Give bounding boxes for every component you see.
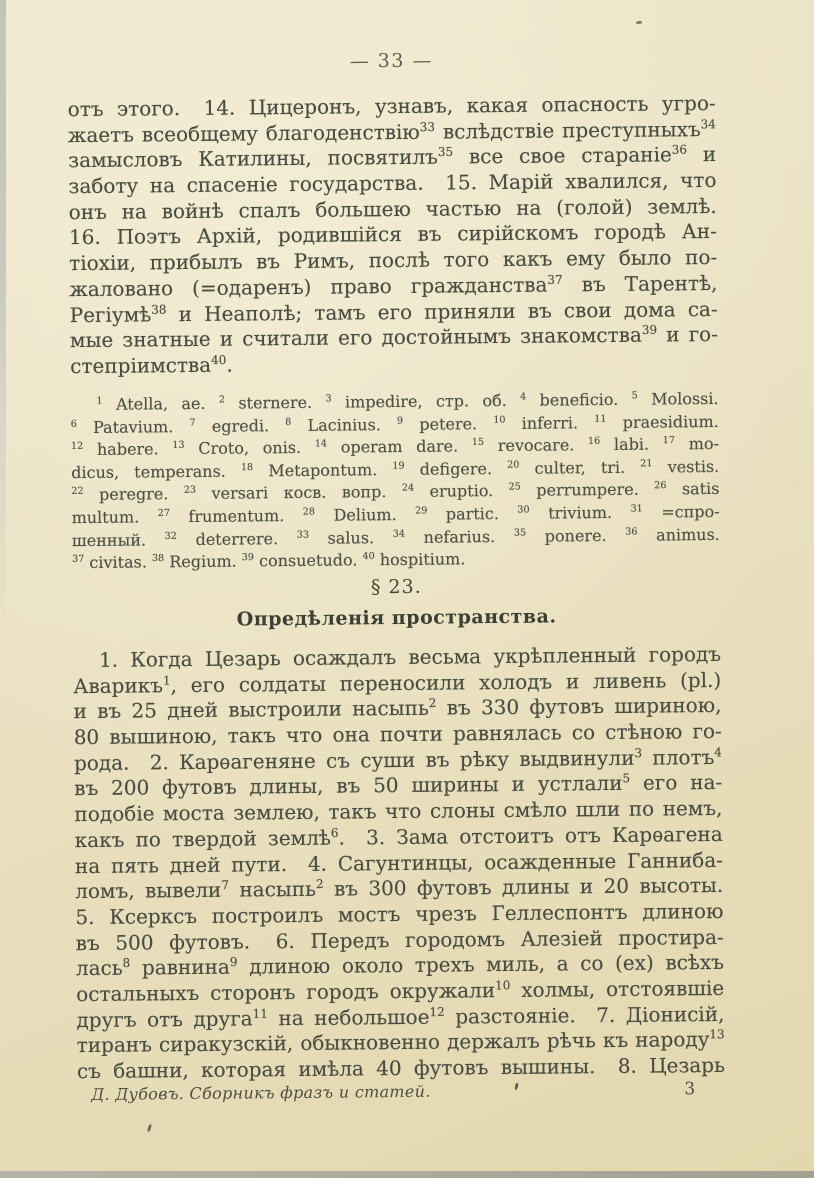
footnote-reference: 8 [285, 416, 292, 428]
footnote-reference: 22 [71, 486, 84, 498]
footnote-reference: 31 [630, 503, 643, 515]
text-line: другъ отъ друга$^{11}$ на небольшое$^{12}$ разстояніе. 7. Діонисій, [76, 1001, 725, 1032]
footnote-reference: 28 [302, 506, 316, 518]
footnote-reference: 40 [211, 352, 227, 368]
text-line: и въ 25 дней выстроили насыпь$^2$ въ 330 футовъ шириною, [73, 693, 722, 724]
text-line: жаловано (=одаренъ) право гражданства$^{37}$ въ Тарентѣ, [69, 270, 718, 301]
section-title: Опредѣленія пространства. [236, 605, 557, 631]
footnote-reference: 27 [157, 507, 170, 519]
text-line: тиранъ сиракузскій, обыкновенно держалъ рѣчь къ народу$^{13}$ [76, 1027, 725, 1058]
footnote-reference: 39 [641, 323, 658, 338]
footnote-reference: 5 [631, 390, 638, 402]
footnote-reference: 25 [508, 481, 521, 493]
footnote-reference: 26 [654, 480, 667, 492]
footnote-reference: 19 [392, 460, 405, 472]
text-line: лась$^8$ равнина$^9$ длиною около трехъ миль, а со (ex) всѣхъ [75, 950, 725, 981]
footnote-reference: 2 [218, 394, 226, 406]
page-content [67, 0, 726, 1178]
text-line: съ башни, которая имѣла 40 футовъ вышины. 8. Цезарь [76, 1052, 726, 1084]
footnote-reference: 1 [96, 395, 103, 407]
footnote-reference: 36 [671, 142, 688, 158]
text-line: 16. Поэтъ Архій, родившійся въ сирійскомъ городѣ Ан- [68, 219, 718, 250]
footnote-reference: 10 [493, 414, 506, 426]
footnote-reference: 21 [640, 458, 653, 470]
text-line: $^{37}$ civitas. $^{38}$ Regium. $^{39}$ consuetudo. $^{40}$ hospitium. [71, 549, 466, 573]
text-line: ломъ, вывели$^7$ насыпь$^2$ въ 300 футовъ длины и 20 высоты. [75, 873, 724, 904]
footnote-reference: 12 [70, 440, 84, 453]
footnote-reference: 13 [172, 439, 185, 452]
page-number-header: — 33 — [349, 49, 434, 73]
footnote-reference: 4 [714, 745, 722, 760]
text-line: онъ на войнѣ спалъ большею частью на (голой) землѣ. [68, 193, 717, 224]
footnote-reference: 30 [517, 504, 530, 516]
footnote-reference: 34 [392, 528, 405, 540]
text-line: $^{22}$ peregre. $^{23}$ versari косв. вопр. $^{24}$ eruptio. $^{25}$ perrumpere. $^{26}$ satis [71, 479, 720, 505]
text-line: замысловъ Катилины, посвятилъ$^{35}$ все свое стараніе$^{36}$ и [68, 142, 717, 173]
text-line: въ 500 футовъ. 6. Передъ городомъ Алезіей простира- [75, 924, 724, 955]
footnote-reference: 12 [429, 1004, 445, 1019]
text-line: 1. Когда Цезарь осаждалъ весьма укрѣпленный городъ [98, 641, 722, 672]
signature-number: 3 [684, 1079, 696, 1100]
footnote-reference: 38 [151, 553, 165, 565]
footnote-reference: 1 [162, 673, 171, 688]
text-line: dicus, temperans. $^{18}$ Metapontum. $^{19}$ defigere. $^{20}$ culter, tri. $^{21}$ vestis. [71, 456, 720, 482]
footer-book-title: Д. Дубовъ. Сборникъ фразъ и статей. [91, 1081, 431, 1104]
text-line: степріимства$^{40}$. [70, 352, 233, 379]
footnote-reference: 6 [70, 418, 77, 430]
footnote-reference: 20 [507, 459, 520, 471]
text-line: отъ этого. 14. Цицеронъ, узнавъ, какая опасность угро- [67, 90, 716, 122]
footnote-reference: 15 [471, 437, 485, 449]
footnotes-block [70, 388, 720, 575]
text-line: 80 вышиною, такъ что она почти равнялась со стѣною го- [73, 718, 722, 750]
footnote-reference: 38 [151, 302, 167, 317]
footnote-reference: 18 [240, 461, 254, 473]
footnote-reference: 35 [513, 527, 527, 539]
text-line: подобіе моста землею, такъ что слоны смѣло шли по немъ, [74, 796, 723, 827]
footnote-reference: 9 [229, 955, 238, 970]
footnote-reference: 24 [401, 482, 415, 495]
footnote-reference: 29 [415, 505, 428, 517]
footnote-reference: 6 [330, 825, 339, 840]
footnote-reference: 7 [221, 878, 229, 893]
section-number: § 23. [370, 575, 422, 599]
intro-paragraph [68, 91, 719, 380]
text-line: Регіумѣ$^{38}$ и Неаполѣ; тамъ его приняли въ свои дома са- [69, 296, 718, 327]
footnote-reference: 35 [437, 145, 454, 160]
text-line: шенный. $^{32}$ deterrere. $^{33}$ salus. $^{34}$ nefarius. $^{35}$ ponere. $^{36}$ animus. [71, 524, 720, 550]
text-line: какъ по твердой землѣ$^6$. 3. Зама отстоитъ отъ Карѳагена [74, 821, 723, 852]
footnote-reference: 2 [428, 696, 437, 711]
footnote-reference: 14 [314, 438, 328, 450]
footnote-reference: 37 [547, 272, 563, 287]
footnote-reference: 16 [587, 435, 601, 448]
footnote-reference: 3 [634, 745, 643, 760]
footnote-reference: 5 [622, 771, 631, 786]
text-line: мые знатные и считали его достойнымъ знакомства$^{39}$ и го- [69, 322, 719, 353]
footnote-reference: 2 [315, 877, 324, 892]
text-line: рода. 2. Карѳагеняне съ суши въ рѣку выдвинули$^3$ плотъ$^4$ [73, 744, 722, 775]
footnote-reference: 3 [325, 393, 332, 405]
footnote-reference: 36 [625, 525, 638, 538]
footnote-reference: 4 [520, 391, 527, 403]
text-line: multum. $^{27}$ frumentum. $^{28}$ Delium. $^{29}$ partic. $^{30}$ trivium. $^{31}$ =спро- [71, 501, 720, 528]
text-line: $^1$ Atella, ae. $^2$ sternere. $^3$ impedire, стр. об. $^4$ beneficio. $^5$ Molossi. [96, 388, 719, 414]
footnote-reference: 40 [362, 551, 375, 563]
text-line: на пять дней пути. 4. Сагунтинцы, осажденные Ганниба- [74, 847, 724, 878]
text-line: жаетъ всеобщему благоденствію$^{33}$ вслѣдствіе преступныхъ$^{34}$ [67, 116, 716, 147]
section-paragraph [73, 642, 725, 1085]
text-line: тіохіи, прибылъ въ Римъ, послѣ того какъ ему было по- [69, 245, 718, 276]
text-line: $^6$ Patavium. $^7$ egredi. $^8$ Lacinius. $^9$ petere. $^{10}$ inferri. $^{11}$ praesidium. [70, 411, 719, 437]
footnote-reference: 10 [494, 978, 511, 993]
text-line: $^{12}$ habere. $^{13}$ Croto, onis. $^{14}$ operam dare. $^{15}$ revocare. $^{16}$ labi. $^{17}$ mo- [70, 434, 720, 460]
footnote-reference: 33 [296, 529, 309, 541]
footnote-reference: 7 [189, 417, 196, 429]
footnote-reference: 39 [241, 552, 255, 564]
text-line: остальныхъ сторонъ городъ окружали$^{10}$ холмы, отстоявшіе [76, 975, 725, 1007]
footnote-reference: 11 [594, 413, 607, 425]
footnote-reference: 32 [164, 530, 177, 542]
footnote-reference: 11 [252, 1006, 268, 1021]
text-line: въ 200 футовъ длины, въ 50 ширины и устлали$^5$ его на- [74, 770, 723, 801]
footnote-reference: 34 [700, 116, 716, 132]
text-line: Аварикъ$^1$, его солдаты переносили холодъ и ливень (pl.) [73, 667, 722, 698]
footnote-reference: 23 [183, 484, 197, 497]
text-line: заботу на спасеніе государства. 15. Марій хвалился, что [68, 167, 717, 199]
text-line: 5. Ксерксъ построилъ мостъ чрезъ Геллеспонтъ длиною [75, 898, 724, 929]
scan-edge-left [0, 0, 6, 640]
footnote-reference: 33 [419, 119, 436, 134]
footnote-reference: 9 [396, 415, 404, 427]
footnote-reference: 17 [662, 435, 676, 447]
footnote-reference: 13 [709, 1027, 725, 1042]
footnote-reference: 37 [71, 553, 85, 565]
footnote-reference: 8 [122, 956, 131, 971]
